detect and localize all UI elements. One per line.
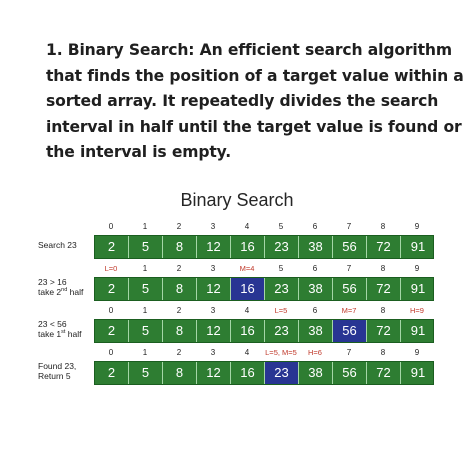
array-cell: 12	[197, 320, 231, 342]
array-cell: 23	[265, 236, 299, 258]
array-cell: 12	[197, 236, 231, 258]
index-label: 4	[244, 306, 250, 315]
array-cell: 16	[231, 236, 265, 258]
step-label-line: take 1st half	[38, 329, 82, 339]
index-label: 0	[108, 222, 114, 231]
index-label: 3	[210, 348, 216, 357]
index-label: 9	[414, 348, 420, 357]
array-cell: 56	[333, 362, 367, 384]
array-cell: 72	[367, 236, 401, 258]
array-cell: 72	[367, 362, 401, 384]
index-label: 1	[142, 264, 148, 273]
step-label-line: 23 < 56	[38, 319, 67, 329]
array-cell: 72	[367, 278, 401, 300]
array-cells	[94, 361, 434, 385]
index-label: 6	[312, 264, 318, 273]
array-cell-highlighted: 56	[333, 320, 367, 342]
array-cell: 8	[163, 278, 197, 300]
array-cell-highlighted: 23	[265, 362, 299, 384]
step-label-line: Return 5	[38, 371, 71, 381]
step-label	[38, 277, 94, 297]
index-label: 3	[210, 306, 216, 315]
array-cells	[94, 235, 434, 259]
pointer-label: H=6	[308, 348, 322, 357]
index-label: 2	[176, 348, 182, 357]
step-row	[0, 222, 474, 262]
index-label: 8	[380, 264, 386, 273]
array-cell: 23	[265, 278, 299, 300]
intro-line: that finds the position of a target value within a	[46, 66, 464, 85]
index-label: 4	[244, 222, 250, 231]
index-label: 2	[176, 306, 182, 315]
index-label: 0	[108, 348, 114, 357]
array-cell: 5	[129, 362, 163, 384]
index-label: 5	[278, 264, 284, 273]
index-row	[94, 306, 434, 318]
array-cell: 23	[265, 320, 299, 342]
index-label: 1	[142, 306, 148, 315]
intro-line: sorted array. It repeatedly divides the search	[46, 92, 439, 110]
step-label	[38, 240, 94, 250]
index-label: 0	[108, 306, 114, 315]
index-label: 9	[414, 264, 420, 273]
array-cell: 5	[129, 236, 163, 258]
index-label: 1	[142, 222, 148, 231]
index-row	[94, 222, 434, 234]
array-cell: 38	[299, 362, 333, 384]
index-row	[94, 264, 434, 276]
index-label: 8	[380, 348, 386, 357]
intro-line: the interval is empty.	[46, 143, 232, 161]
array-cell: 2	[95, 278, 129, 300]
array-cells	[94, 319, 434, 343]
array-cell: 12	[197, 362, 231, 384]
step-label	[38, 361, 94, 381]
step-row	[0, 348, 474, 388]
step-label-line: 23 > 16	[38, 277, 67, 287]
index-label: 8	[380, 222, 386, 231]
array-cell: 91	[410, 239, 426, 254]
array-cell: 56	[333, 236, 367, 258]
array-cell: 2	[95, 362, 129, 384]
array-cell: 38	[299, 236, 333, 258]
array-cell: 91	[410, 281, 426, 296]
array-cell: 91	[410, 323, 426, 338]
index-label: 2	[176, 264, 182, 273]
index-label: 7	[346, 264, 352, 273]
pointer-label: H=9	[410, 306, 424, 315]
index-label: 5	[278, 222, 284, 231]
pointer-label: L=0	[104, 264, 118, 273]
index-label: 1	[142, 348, 148, 357]
index-label: 3	[210, 222, 216, 231]
step-label-line: Found 23,	[38, 361, 77, 371]
step-label	[38, 319, 94, 339]
array-cell: 72	[367, 320, 401, 342]
array-cell: 5	[129, 278, 163, 300]
index-label: 7	[346, 348, 352, 357]
diagram-title: Binary Search	[180, 190, 294, 210]
pointer-label: M=4	[239, 264, 255, 273]
array-cell: 16	[231, 320, 265, 342]
array-cell: 2	[95, 236, 129, 258]
step-label-line: take 2nd half	[38, 287, 84, 297]
index-label: 2	[176, 222, 182, 231]
intro-paragraph	[46, 38, 466, 166]
array-cell: 8	[163, 362, 197, 384]
index-row	[94, 348, 434, 360]
array-cell: 16	[231, 362, 265, 384]
array-cell: 38	[299, 278, 333, 300]
step-row	[0, 306, 474, 346]
index-label: 6	[312, 306, 318, 315]
intro-line: interval in half until the target value is found or	[46, 117, 462, 136]
pointer-label: L=5, M=5	[265, 348, 297, 357]
index-label: 7	[346, 222, 352, 231]
index-label: 4	[244, 348, 250, 357]
array-cell: 8	[163, 236, 197, 258]
pointer-label: L=5	[274, 306, 288, 315]
array-cell: 38	[299, 320, 333, 342]
index-label: 8	[380, 306, 386, 315]
array-cell: 2	[95, 320, 129, 342]
pointer-label: M=7	[341, 306, 357, 315]
array-cell: 5	[129, 320, 163, 342]
step-row	[0, 264, 474, 304]
array-cell-highlighted: 16	[231, 278, 265, 300]
array-cell: 12	[197, 278, 231, 300]
index-label: 6	[312, 222, 318, 231]
array-cell: 56	[333, 278, 367, 300]
index-label: 9	[414, 222, 420, 231]
array-cell: 91	[410, 365, 426, 380]
index-label: 3	[210, 264, 216, 273]
array-cell: 8	[163, 320, 197, 342]
intro-line: 1. Binary Search: An efficient search algorithm	[46, 41, 452, 59]
array-cells	[94, 277, 434, 301]
step-label-line: Search 23	[38, 240, 77, 250]
